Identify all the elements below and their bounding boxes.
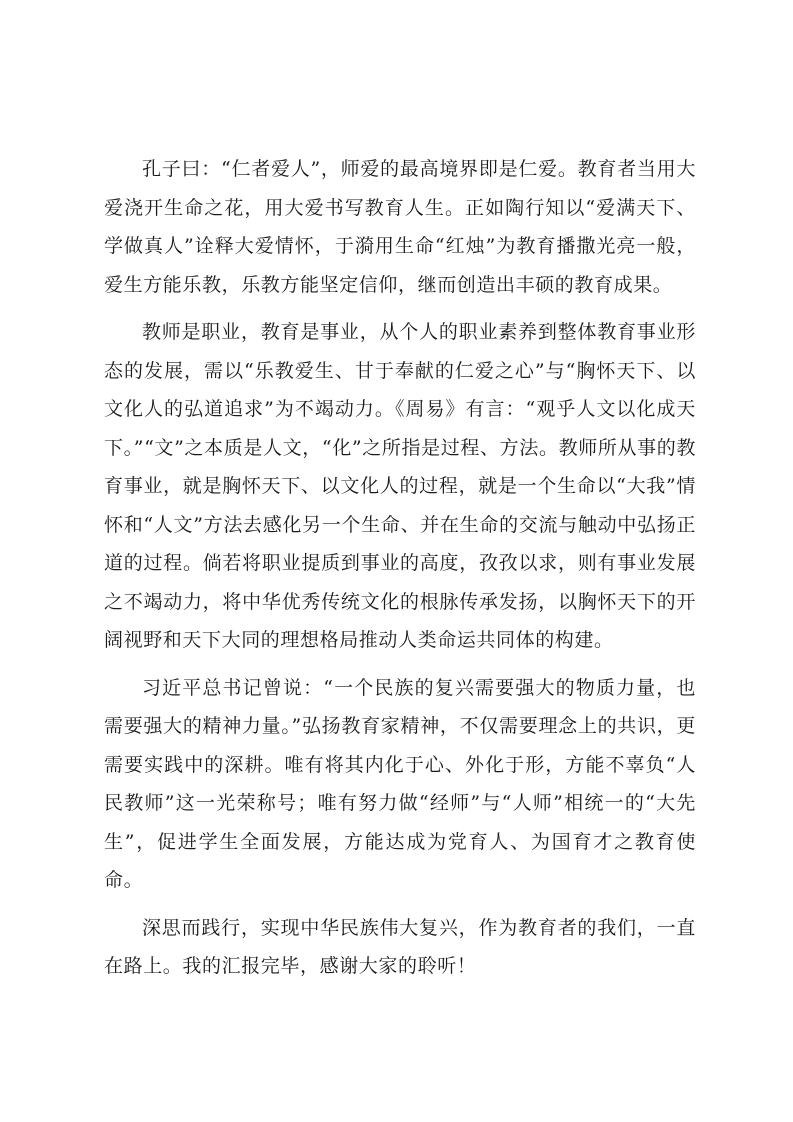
- paragraph-career-vs-cause: 教师是职业，教育是事业，从个人的职业素养到整体教育事业形态的发展，需以“乐教爱生、甘于奉献的仁爱之心”与“胸怀天下、以文化人的弘道追求”为不竭动力。《周易》有言：“观乎人文以化成天下。”“文”之本质是人文，“化”之所指是过程、方法。教师所从事的教育事业，就是胸怀天下、以文化人的过程，就是一个生命以“大我”情怀和“人文”方法去感化另一个生命、并在生命的交流与触动中弘扬正道的过程。倘若将职业提质到事业的高度，孜孜以求，则有事业发展之不竭动力，将中华优秀传统文化的根脉传承发扬，以胸怀天下的开阔视野和天下大同的理想格局推动人类命运共同体的构建。: [104, 321, 696, 651]
- document-body: [104, 150, 696, 995]
- paragraph-spiritual-strength: 习近平总书记曾说：“一个民族的复兴需要强大的物质力量，也需要强大的精神力量。”弘扬教育家精神，不仅需要理念上的共识，更需要实践中的深耕。唯有将其内化于心、外化于形，方能不辜负“人民教师”这一光荣称号；唯有努力做“经师”与“人师”相统一的“大先生”，促进学生全面发展，方能达成为党育人、为国育才之教育使命。: [104, 676, 696, 891]
- paragraph-benevolence: 孔子曰：“仁者爱人”，师爱的最高境界即是仁爱。教育者当用大爱浇开生命之花，用大爱书写教育人生。正如陶行知以“爱满天下、学做真人”诠释大爱情怀，于漪用生命“红烛”为教育播撒光亮一般，爱生方能乐教，乐教方能坚定信仰，继而创造出丰硕的教育成果。: [104, 158, 696, 296]
- paragraph-closing: 深思而践行，实现中华民族伟大复兴，作为教育者的我们，一直在路上。我的汇报完毕，感谢大家的聆听！: [104, 916, 696, 977]
